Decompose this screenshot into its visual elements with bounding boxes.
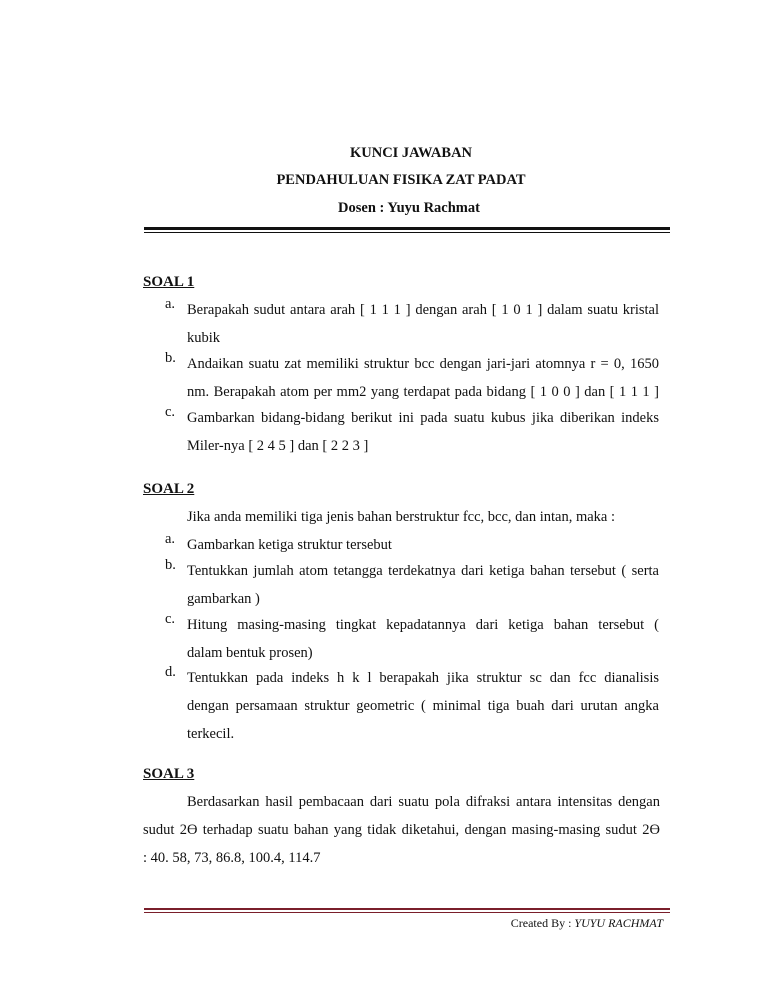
item-label: b.: [165, 350, 176, 366]
soal3-line: Berdasarkan hasil pembacaan dari suatu pola difraksi antara intensitas dengan: [187, 794, 660, 810]
header-divider-thick: [144, 227, 670, 230]
item-label: c.: [165, 611, 176, 627]
footer-created-label: Created By :: [510, 916, 572, 930]
footer-credit: [511, 916, 663, 931]
item-line: dalam bentuk prosen): [187, 645, 313, 661]
document-title: KUNCI JAWABAN: [349, 145, 473, 161]
item-line: dengan persamaan struktur geometric ( minimal tiga buah dari urutan angka: [187, 698, 659, 714]
soal3-line: sudut 2ϴ terhadap suatu bahan yang tidak diketahui, dengan masing-masing sudut 2ϴ: [143, 822, 660, 838]
item-label: d.: [165, 664, 176, 680]
item-line: Berapakah sudut antara arah [ 1 1 1 ] dengan arah [ 1 0 1 ] dalam suatu kristal: [187, 302, 659, 318]
item-line: Andaikan suatu zat memiliki struktur bcc dengan jari-jari atomnya r = 0, 1650: [187, 356, 659, 372]
footer-author: YUYU RACHMAT: [574, 916, 663, 930]
soal1-title: SOAL 1: [143, 274, 195, 290]
item-label: b.: [165, 557, 176, 573]
item-line: kubik: [187, 330, 221, 346]
item-line: terkecil.: [187, 726, 235, 742]
soal2-title: SOAL 2: [143, 481, 195, 497]
header-divider-thin: [144, 232, 670, 233]
item-label: a.: [165, 296, 176, 312]
soal3-title: SOAL 3: [143, 766, 195, 782]
item-line: Hitung masing-masing tingkat kepadatannya dari ketiga bahan tersebut (: [187, 617, 659, 633]
footer-divider-thin: [144, 912, 670, 913]
item-line: gambarkan ): [187, 591, 260, 607]
item-line: Miler-nya [ 2 4 5 ] dan [ 2 2 3 ]: [187, 438, 369, 454]
document-subtitle: PENDAHULUAN FISIKA ZAT PADAT: [276, 172, 526, 188]
item-line: Gambarkan ketiga struktur tersebut: [187, 537, 392, 553]
item-line: Tentukkan jumlah atom tetangga terdekatnya dari ketiga bahan tersebut ( serta: [187, 563, 659, 579]
soal3-angles: : 40. 58, 73, 86.8, 100.4, 114.7: [143, 850, 321, 866]
item-label: c.: [165, 404, 176, 420]
lecturer-line: Dosen : Yuyu Rachmat: [338, 200, 480, 216]
footer-divider-thick: [144, 908, 670, 910]
item-line: Gambarkan bidang-bidang berikut ini pada suatu kubus jika diberikan indeks: [187, 410, 659, 426]
item-label: a.: [165, 531, 176, 547]
soal2-intro: Jika anda memiliki tiga jenis bahan berstruktur fcc, bcc, dan intan, maka :: [187, 509, 616, 525]
item-line: Tentukkan pada indeks h k l berapakah jika struktur sc dan fcc dianalisis: [187, 670, 659, 686]
item-line: nm. Berapakah atom per mm2 yang terdapat pada bidang [ 1 0 0 ] dan [ 1 1 1 ]: [187, 384, 659, 400]
